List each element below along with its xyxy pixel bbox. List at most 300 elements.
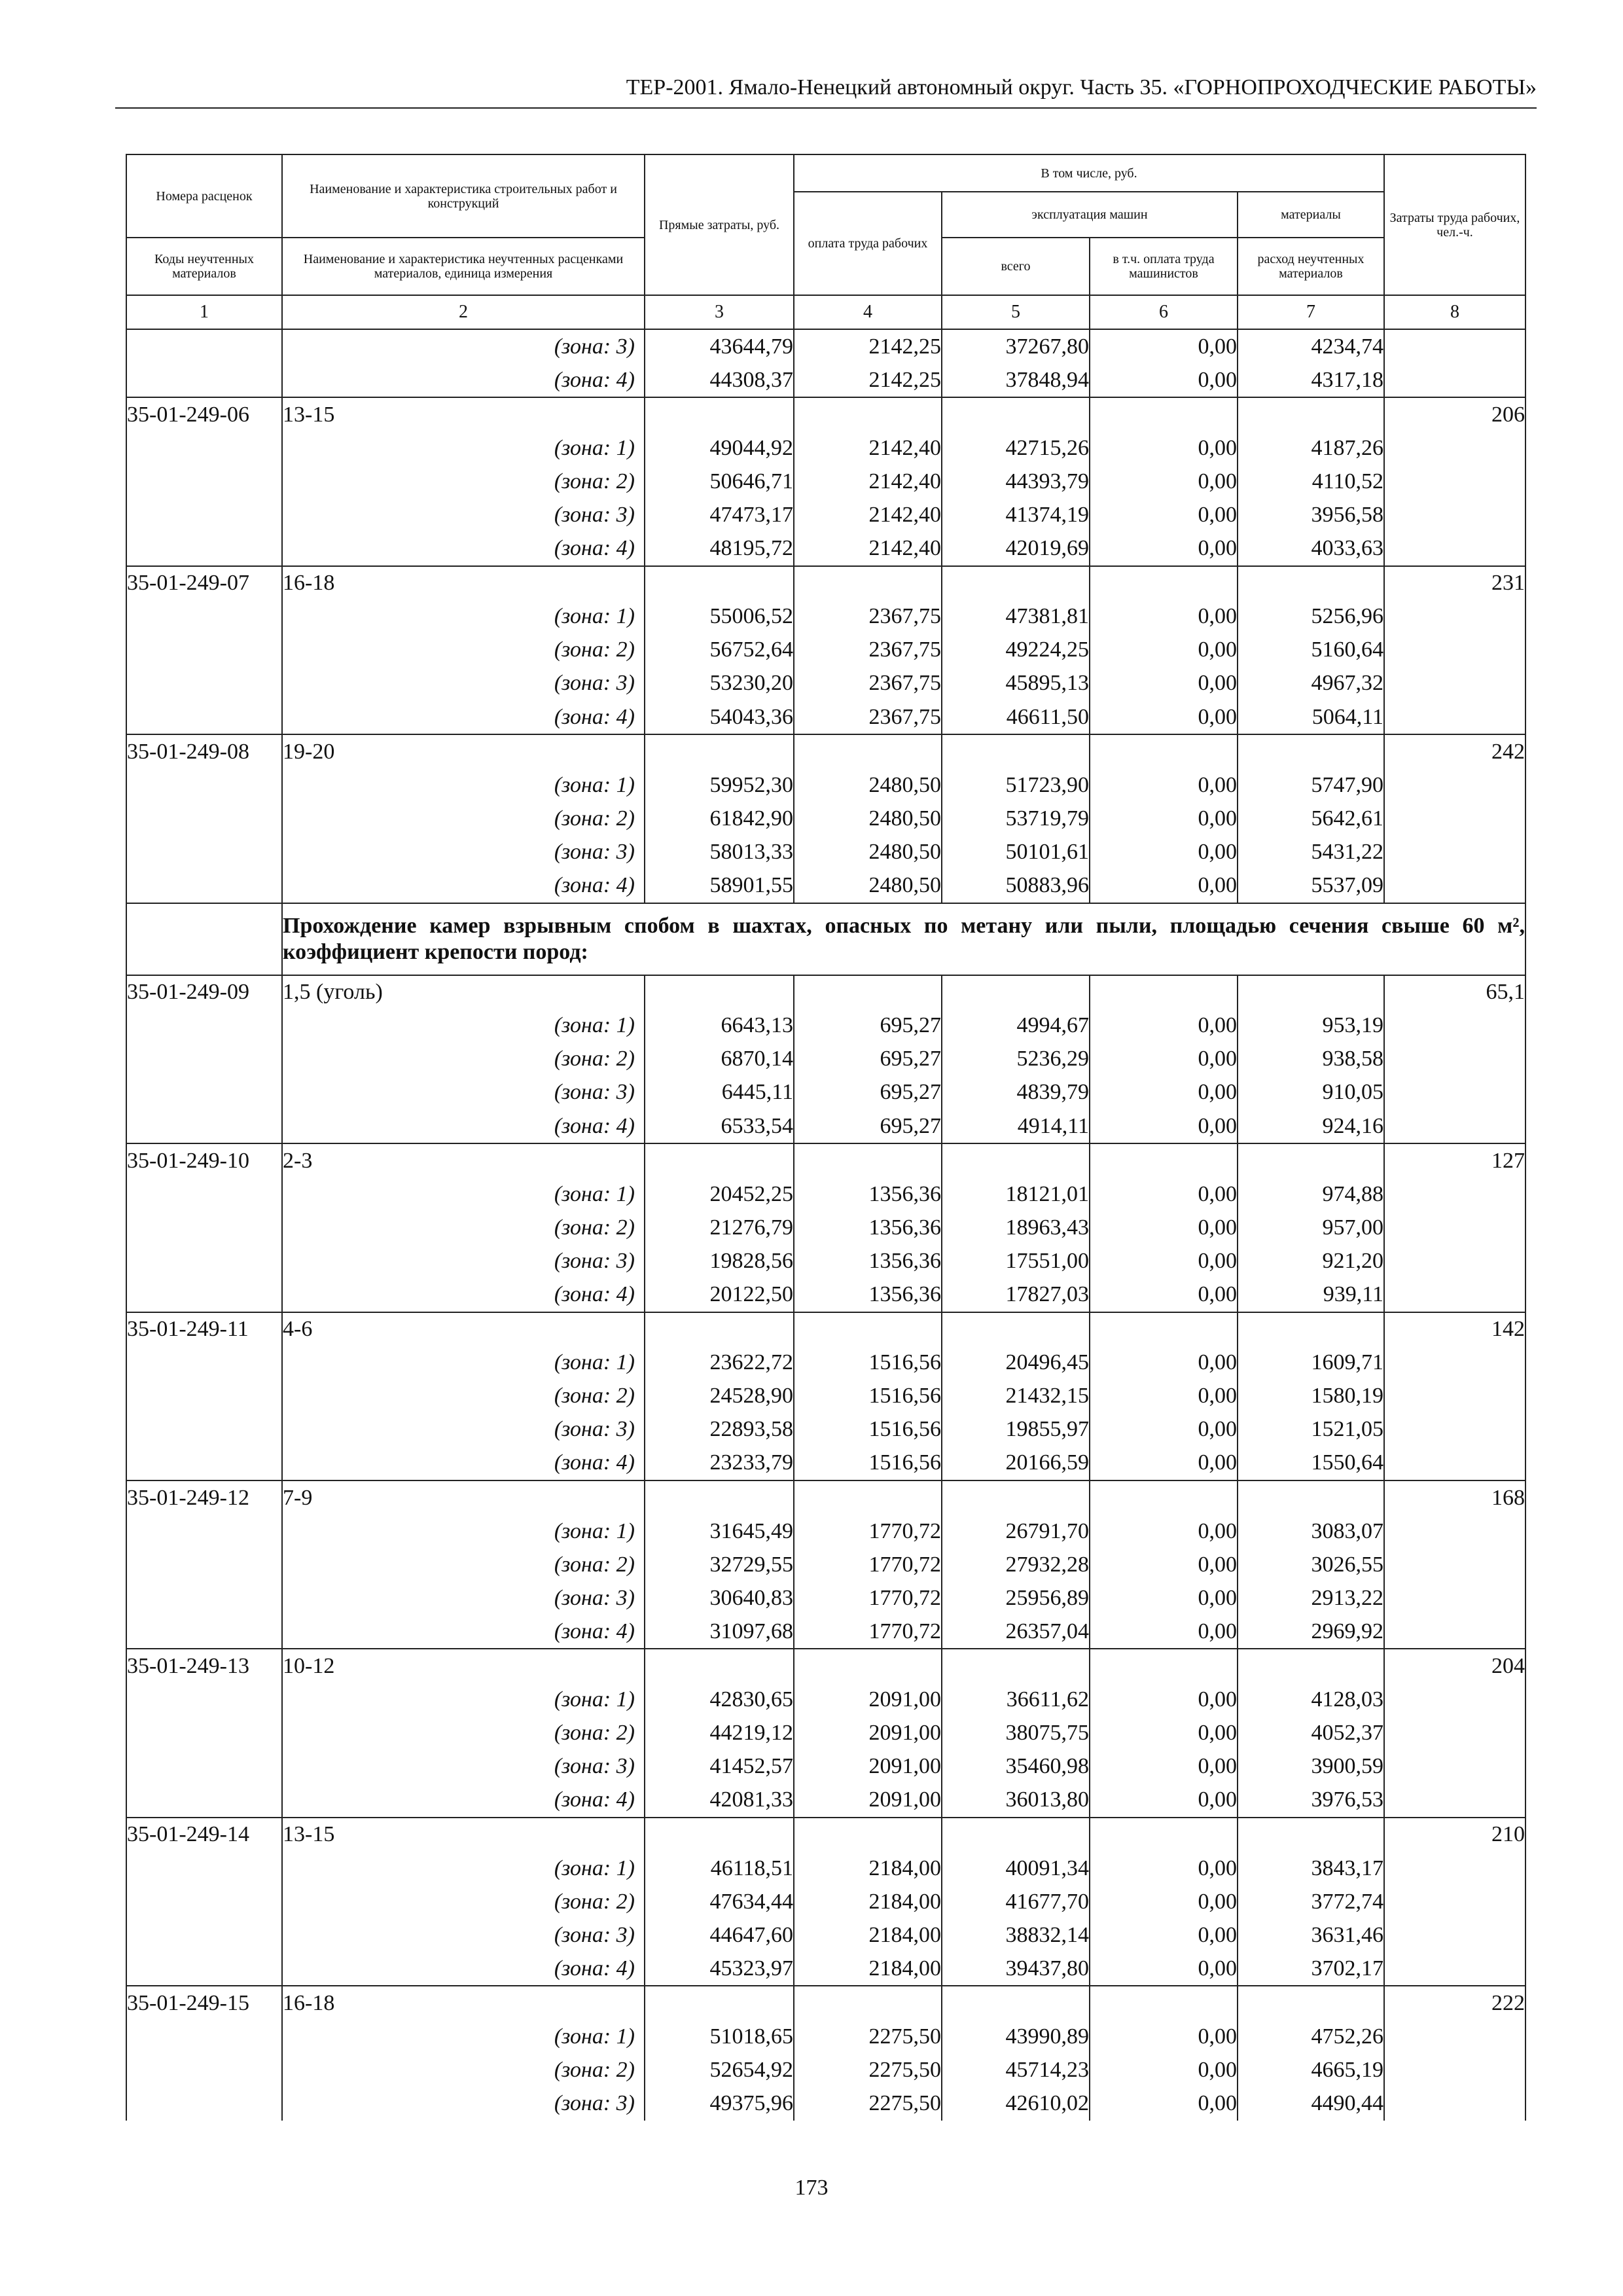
empty-cell <box>126 869 282 903</box>
empty-cell <box>1090 566 1238 600</box>
zone-row <box>126 1380 1525 1413</box>
empty-cell <box>126 903 282 975</box>
direct-costs: 47473,17 <box>645 498 794 531</box>
empty-cell <box>1384 532 1525 566</box>
section-row <box>126 903 1525 975</box>
direct-costs: 42830,65 <box>645 1683 794 1717</box>
empty-cell <box>126 1952 282 1986</box>
operator-pay: 0,00 <box>1090 835 1238 869</box>
worker-pay: 2367,75 <box>794 634 942 667</box>
direct-costs: 6533,54 <box>645 1109 794 1143</box>
empty-cell <box>126 1346 282 1380</box>
materials-cost: 3976,53 <box>1238 1784 1384 1818</box>
zone-label: (зона: 1) <box>282 768 645 802</box>
worker-pay: 1516,56 <box>794 1413 942 1446</box>
head-materials: материалы <box>1238 192 1384 238</box>
zone-row <box>126 431 1525 465</box>
empty-cell <box>1384 465 1525 498</box>
empty-cell <box>1384 1278 1525 1312</box>
empty-cell <box>794 1480 942 1515</box>
machines-total: 4914,11 <box>942 1109 1090 1143</box>
head-material-codes: Коды неучтенных материалов <box>126 238 282 295</box>
empty-cell <box>126 667 282 700</box>
empty-cell <box>126 1885 282 1918</box>
operator-pay: 0,00 <box>1090 1413 1238 1446</box>
zone-label: (зона: 1) <box>282 1683 645 1717</box>
empty-cell <box>942 566 1090 600</box>
zone-label: (зона: 2) <box>282 465 645 498</box>
empty-cell <box>1090 734 1238 768</box>
direct-costs: 24528,90 <box>645 1380 794 1413</box>
direct-costs: 42081,33 <box>645 1784 794 1818</box>
empty-cell <box>645 734 794 768</box>
empty-cell <box>942 1143 1090 1177</box>
empty-cell <box>1384 600 1525 634</box>
running-header: ТЕР-2001. Ямало-Ненецкий автономный округ. Часть 35. «ГОРНОПРОХОДЧЕСКИЕ РАБОТЫ» <box>115 73 1537 109</box>
machines-total: 5236,29 <box>942 1043 1090 1076</box>
operator-pay: 0,00 <box>1090 363 1238 397</box>
empty-cell <box>794 397 942 431</box>
direct-costs: 55006,52 <box>645 600 794 634</box>
materials-cost: 5160,64 <box>1238 634 1384 667</box>
worker-pay: 2367,75 <box>794 600 942 634</box>
empty-cell <box>126 600 282 634</box>
machines-total: 42715,26 <box>942 431 1090 465</box>
rate-row <box>126 1312 1525 1346</box>
machines-total: 17827,03 <box>942 1278 1090 1312</box>
empty-cell <box>1384 329 1525 363</box>
zone-row <box>126 700 1525 734</box>
materials-cost: 953,19 <box>1238 1009 1384 1043</box>
empty-cell <box>126 1784 282 1818</box>
machines-total: 47381,81 <box>942 600 1090 634</box>
empty-cell <box>1384 1076 1525 1109</box>
worker-pay: 2091,00 <box>794 1784 942 1818</box>
direct-costs: 54043,36 <box>645 700 794 734</box>
zone-label: (зона: 4) <box>282 1952 645 1986</box>
direct-costs: 20122,50 <box>645 1278 794 1312</box>
zone-row <box>126 667 1525 700</box>
zone-label: (зона: 3) <box>282 329 645 363</box>
direct-costs: 45323,97 <box>645 1952 794 1986</box>
worker-pay: 2184,00 <box>794 1852 942 1885</box>
zone-row <box>126 802 1525 835</box>
labor-costs: 65,1 <box>1384 975 1525 1009</box>
operator-pay: 0,00 <box>1090 2020 1238 2054</box>
empty-cell <box>126 1177 282 1211</box>
zone-row <box>126 1852 1525 1885</box>
machines-total: 50883,96 <box>942 869 1090 903</box>
rate-row <box>126 975 1525 1009</box>
materials-cost: 3702,17 <box>1238 1952 1384 1986</box>
empty-cell <box>942 1312 1090 1346</box>
direct-costs: 44308,37 <box>645 363 794 397</box>
operator-pay: 0,00 <box>1090 1043 1238 1076</box>
column-number: 6 <box>1090 295 1238 329</box>
rate-code: 35-01-249-07 <box>126 566 282 600</box>
direct-costs: 43644,79 <box>645 329 794 363</box>
zone-label: (зона: 4) <box>282 869 645 903</box>
operator-pay: 0,00 <box>1090 2054 1238 2087</box>
direct-costs: 30640,83 <box>645 1581 794 1615</box>
work-name: 16-18 <box>282 566 645 600</box>
direct-costs: 49044,92 <box>645 431 794 465</box>
machines-total: 41677,70 <box>942 1885 1090 1918</box>
empty-cell <box>794 566 942 600</box>
zone-label: (зона: 1) <box>282 600 645 634</box>
empty-cell <box>794 1143 942 1177</box>
rate-code: 35-01-249-14 <box>126 1818 282 1852</box>
materials-cost: 4033,63 <box>1238 532 1384 566</box>
zone-row <box>126 1717 1525 1750</box>
worker-pay: 2367,75 <box>794 667 942 700</box>
zone-label: (зона: 2) <box>282 802 645 835</box>
empty-cell <box>794 1818 942 1852</box>
worker-pay: 1356,36 <box>794 1278 942 1312</box>
materials-cost: 974,88 <box>1238 1177 1384 1211</box>
worker-pay: 2367,75 <box>794 700 942 734</box>
empty-cell <box>1384 1043 1525 1076</box>
empty-cell <box>645 1480 794 1515</box>
empty-cell <box>126 802 282 835</box>
head-material-names: Наименование и характеристика неучтенных расценками материалов, единица измерения <box>282 238 645 295</box>
materials-cost: 921,20 <box>1238 1244 1384 1278</box>
machines-total: 4994,67 <box>942 1009 1090 1043</box>
machines-total: 42019,69 <box>942 532 1090 566</box>
empty-cell <box>126 2087 282 2121</box>
empty-cell <box>126 1244 282 1278</box>
worker-pay: 1516,56 <box>794 1446 942 1480</box>
machines-total: 18963,43 <box>942 1211 1090 1244</box>
zone-label: (зона: 3) <box>282 835 645 869</box>
empty-cell <box>126 1683 282 1717</box>
direct-costs: 47634,44 <box>645 1885 794 1918</box>
head-including-group: В том числе, руб. <box>794 154 1384 192</box>
empty-cell <box>126 1109 282 1143</box>
materials-cost: 957,00 <box>1238 1211 1384 1244</box>
empty-cell <box>126 1581 282 1615</box>
machines-total: 26791,70 <box>942 1515 1090 1548</box>
operator-pay: 0,00 <box>1090 1009 1238 1043</box>
direct-costs: 49375,96 <box>645 2087 794 2121</box>
zone-row <box>126 1177 1525 1211</box>
machines-total: 49224,25 <box>942 634 1090 667</box>
empty-cell <box>1384 431 1525 465</box>
operator-pay: 0,00 <box>1090 1750 1238 1784</box>
materials-cost: 3083,07 <box>1238 1515 1384 1548</box>
empty-cell <box>126 634 282 667</box>
zone-label: (зона: 2) <box>282 1717 645 1750</box>
materials-cost: 3026,55 <box>1238 1548 1384 1581</box>
worker-pay: 2091,00 <box>794 1750 942 1784</box>
empty-cell <box>1384 1548 1525 1581</box>
materials-cost: 1521,05 <box>1238 1413 1384 1446</box>
machines-total: 26357,04 <box>942 1615 1090 1649</box>
zone-row <box>126 600 1525 634</box>
machines-total: 36013,80 <box>942 1784 1090 1818</box>
operator-pay: 0,00 <box>1090 329 1238 363</box>
zone-row <box>126 1784 1525 1818</box>
worker-pay: 695,27 <box>794 1043 942 1076</box>
worker-pay: 2275,50 <box>794 2020 942 2054</box>
operator-pay: 0,00 <box>1090 1515 1238 1548</box>
zone-label: (зона: 3) <box>282 1581 645 1615</box>
zone-row <box>126 1683 1525 1717</box>
empty-cell <box>126 1918 282 1952</box>
worker-pay: 1516,56 <box>794 1380 942 1413</box>
zone-row <box>126 1278 1525 1312</box>
materials-cost: 924,16 <box>1238 1109 1384 1143</box>
materials-cost: 4665,19 <box>1238 2054 1384 2087</box>
operator-pay: 0,00 <box>1090 1446 1238 1480</box>
operator-pay: 0,00 <box>1090 1615 1238 1649</box>
empty-cell <box>1384 2054 1525 2087</box>
table-head <box>126 154 1525 329</box>
empty-cell <box>1384 498 1525 531</box>
empty-cell <box>1384 2020 1525 2054</box>
empty-cell <box>1384 1918 1525 1952</box>
materials-cost: 2969,92 <box>1238 1615 1384 1649</box>
machines-total: 38832,14 <box>942 1918 1090 1952</box>
operator-pay: 0,00 <box>1090 1380 1238 1413</box>
operator-pay: 0,00 <box>1090 1581 1238 1615</box>
worker-pay: 1356,36 <box>794 1244 942 1278</box>
direct-costs: 44219,12 <box>645 1717 794 1750</box>
empty-cell <box>1384 1885 1525 1918</box>
work-name: 4-6 <box>282 1312 645 1346</box>
machines-total: 18121,01 <box>942 1177 1090 1211</box>
operator-pay: 0,00 <box>1090 1278 1238 1312</box>
machines-total: 40091,34 <box>942 1852 1090 1885</box>
materials-cost: 1550,64 <box>1238 1446 1384 1480</box>
zone-row <box>126 1446 1525 1480</box>
empty-cell <box>645 975 794 1009</box>
operator-pay: 0,00 <box>1090 532 1238 566</box>
operator-pay: 0,00 <box>1090 1918 1238 1952</box>
zone-row <box>126 1346 1525 1380</box>
empty-cell <box>1384 1380 1525 1413</box>
machines-total: 4839,79 <box>942 1076 1090 1109</box>
direct-costs: 22893,58 <box>645 1413 794 1446</box>
worker-pay: 2142,40 <box>794 465 942 498</box>
empty-cell <box>126 1211 282 1244</box>
zone-label: (зона: 2) <box>282 1211 645 1244</box>
empty-cell <box>126 1446 282 1480</box>
work-name: 2-3 <box>282 1143 645 1177</box>
zone-row <box>126 2054 1525 2087</box>
direct-costs: 52654,92 <box>645 2054 794 2087</box>
rate-code: 35-01-249-10 <box>126 1143 282 1177</box>
zone-label: (зона: 2) <box>282 1043 645 1076</box>
materials-cost: 3900,59 <box>1238 1750 1384 1784</box>
empty-cell <box>1238 1480 1384 1515</box>
empty-cell <box>1238 975 1384 1009</box>
operator-pay: 0,00 <box>1090 1211 1238 1244</box>
worker-pay: 2480,50 <box>794 802 942 835</box>
operator-pay: 0,00 <box>1090 802 1238 835</box>
empty-cell <box>1384 1009 1525 1043</box>
zone-row <box>126 1076 1525 1109</box>
table-body <box>126 329 1525 2121</box>
zone-row <box>126 1548 1525 1581</box>
empty-cell <box>1384 1581 1525 1615</box>
machines-total: 25956,89 <box>942 1581 1090 1615</box>
worker-pay: 2184,00 <box>794 1885 942 1918</box>
machines-total: 39437,80 <box>942 1952 1090 1986</box>
worker-pay: 2142,25 <box>794 329 942 363</box>
empty-cell <box>126 431 282 465</box>
rate-row <box>126 1986 1525 2020</box>
zone-label: (зона: 1) <box>282 1852 645 1885</box>
operator-pay: 0,00 <box>1090 1784 1238 1818</box>
operator-pay: 0,00 <box>1090 1177 1238 1211</box>
zone-row <box>126 1043 1525 1076</box>
empty-cell <box>942 1480 1090 1515</box>
zone-label: (зона: 2) <box>282 1548 645 1581</box>
empty-cell <box>645 1312 794 1346</box>
materials-cost: 5642,61 <box>1238 802 1384 835</box>
operator-pay: 0,00 <box>1090 1548 1238 1581</box>
materials-cost: 5537,09 <box>1238 869 1384 903</box>
materials-cost: 1609,71 <box>1238 1346 1384 1380</box>
worker-pay: 1770,72 <box>794 1515 942 1548</box>
machines-total: 37267,80 <box>942 329 1090 363</box>
operator-pay: 0,00 <box>1090 869 1238 903</box>
empty-cell <box>126 1076 282 1109</box>
rate-row <box>126 397 1525 431</box>
empty-cell <box>794 1312 942 1346</box>
operator-pay: 0,00 <box>1090 1346 1238 1380</box>
rate-row <box>126 1143 1525 1177</box>
empty-cell <box>1090 975 1238 1009</box>
empty-cell <box>1384 1177 1525 1211</box>
machines-total: 44393,79 <box>942 465 1090 498</box>
empty-cell <box>126 2020 282 2054</box>
worker-pay: 1770,72 <box>794 1615 942 1649</box>
page-number: 173 <box>794 2176 829 2200</box>
zone-label: (зона: 2) <box>282 1380 645 1413</box>
empty-cell <box>1384 835 1525 869</box>
direct-costs: 53230,20 <box>645 667 794 700</box>
worker-pay: 2142,40 <box>794 532 942 566</box>
zone-label: (зона: 3) <box>282 2087 645 2121</box>
column-number: 8 <box>1384 295 1525 329</box>
materials-cost: 4052,37 <box>1238 1717 1384 1750</box>
materials-cost: 4752,26 <box>1238 2020 1384 2054</box>
column-number: 5 <box>942 295 1090 329</box>
materials-cost: 3631,46 <box>1238 1918 1384 1952</box>
zone-label: (зона: 4) <box>282 1446 645 1480</box>
operator-pay: 0,00 <box>1090 1885 1238 1918</box>
direct-costs: 6870,14 <box>645 1043 794 1076</box>
empty-cell <box>126 1380 282 1413</box>
empty-cell <box>1384 1952 1525 1986</box>
machines-total: 43990,89 <box>942 2020 1090 2054</box>
empty-cell <box>645 1818 794 1852</box>
machines-total: 17551,00 <box>942 1244 1090 1278</box>
zone-row <box>126 869 1525 903</box>
rate-row <box>126 734 1525 768</box>
empty-cell <box>1090 397 1238 431</box>
worker-pay: 2091,00 <box>794 1717 942 1750</box>
worker-pay: 2480,50 <box>794 869 942 903</box>
materials-cost: 1580,19 <box>1238 1380 1384 1413</box>
materials-cost: 3843,17 <box>1238 1852 1384 1885</box>
materials-cost: 4490,44 <box>1238 2087 1384 2121</box>
worker-pay: 695,27 <box>794 1009 942 1043</box>
empty-cell <box>1384 869 1525 903</box>
machines-total: 42610,02 <box>942 2087 1090 2121</box>
worker-pay: 1356,36 <box>794 1211 942 1244</box>
empty-cell <box>126 1009 282 1043</box>
work-name: 16-18 <box>282 1986 645 2020</box>
labor-costs: 168 <box>1384 1480 1525 1515</box>
worker-pay: 2275,50 <box>794 2087 942 2121</box>
empty-cell <box>942 1818 1090 1852</box>
rate-code: 35-01-249-13 <box>126 1649 282 1683</box>
empty-cell <box>1238 1986 1384 2020</box>
direct-costs: 59952,30 <box>645 768 794 802</box>
empty-cell <box>1384 634 1525 667</box>
work-name: 13-15 <box>282 1818 645 1852</box>
zone-row <box>126 1244 1525 1278</box>
machines-total: 37848,94 <box>942 363 1090 397</box>
head-material-consumption: расход неучтенных материалов <box>1238 238 1384 295</box>
zone-row <box>126 2087 1525 2121</box>
empty-cell <box>126 465 282 498</box>
operator-pay: 0,00 <box>1090 2087 1238 2121</box>
empty-cell <box>942 975 1090 1009</box>
materials-cost: 4187,26 <box>1238 431 1384 465</box>
worker-pay: 2480,50 <box>794 835 942 869</box>
worker-pay: 1770,72 <box>794 1548 942 1581</box>
work-name: 13-15 <box>282 397 645 431</box>
zone-row <box>126 634 1525 667</box>
machines-total: 36611,62 <box>942 1683 1090 1717</box>
machines-total: 45895,13 <box>942 667 1090 700</box>
section-title: Прохождение камер взрывным спобом в шахтах, опасных по метану или пыли, площадью сечения свыше 60 м², коэффициент крепости пород: <box>282 903 1525 975</box>
empty-cell <box>1384 1515 1525 1548</box>
operator-pay: 0,00 <box>1090 1109 1238 1143</box>
empty-cell <box>126 498 282 531</box>
empty-cell <box>1384 1717 1525 1750</box>
empty-cell <box>126 1043 282 1076</box>
head-machine-operation: эксплуатация машин <box>942 192 1238 238</box>
empty-cell <box>1384 363 1525 397</box>
zone-label: (зона: 4) <box>282 700 645 734</box>
empty-cell <box>126 363 282 397</box>
worker-pay: 2142,40 <box>794 498 942 531</box>
empty-cell <box>126 1852 282 1885</box>
zone-row <box>126 2020 1525 2054</box>
empty-cell <box>794 1649 942 1683</box>
empty-cell <box>1238 397 1384 431</box>
materials-cost: 4317,18 <box>1238 363 1384 397</box>
direct-costs: 19828,56 <box>645 1244 794 1278</box>
machines-total: 41374,19 <box>942 498 1090 531</box>
direct-costs: 44647,60 <box>645 1918 794 1952</box>
column-number: 4 <box>794 295 942 329</box>
empty-cell <box>1238 566 1384 600</box>
head-machines-total: всего <box>942 238 1090 295</box>
empty-cell <box>1238 1649 1384 1683</box>
zone-row <box>126 532 1525 566</box>
zone-label: (зона: 4) <box>282 532 645 566</box>
direct-costs: 31097,68 <box>645 1615 794 1649</box>
rate-code: 35-01-249-09 <box>126 975 282 1009</box>
empty-cell <box>1238 734 1384 768</box>
materials-cost: 5064,11 <box>1238 700 1384 734</box>
